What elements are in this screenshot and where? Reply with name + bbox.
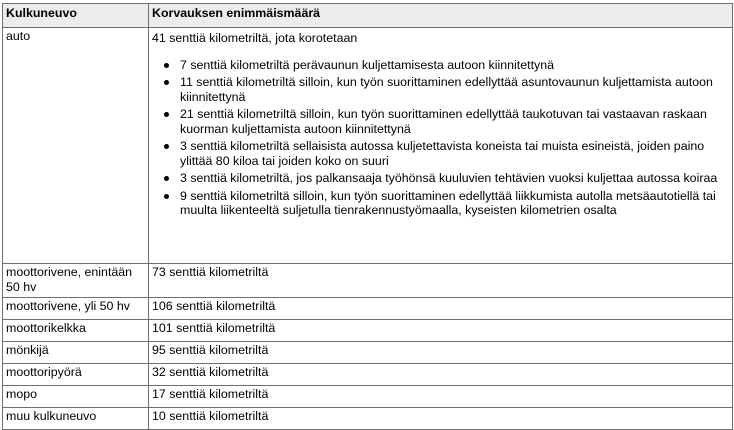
table-row xyxy=(3,298,733,320)
vehicle-cell: moottorivene, yli 50 hv xyxy=(3,298,149,320)
header-vehicle: Kulkuneuvo xyxy=(3,4,149,28)
rate-cell: 73 senttiä kilometriltä xyxy=(149,264,733,298)
list-item-text: 11 senttiä kilometriltä silloin, kun työn suorittaminen edellyttää asuntovaunun kuljettamista autoon kiinnitettynä xyxy=(180,75,713,104)
list-item xyxy=(180,171,729,186)
list-item xyxy=(180,139,729,168)
table-row xyxy=(3,264,733,298)
auto-base-rate: 41 senttiä kilometriltä, jota korotetaan xyxy=(152,31,358,45)
rate-cell-auto xyxy=(149,28,733,264)
rate-cell: 106 senttiä kilometriltä xyxy=(149,298,733,320)
header-max-compensation: Korvauksen enimmäismäärä xyxy=(149,4,733,28)
list-item-text: 7 senttiä kilometriltä perävaunun kuljettamisesta autoon kiinnitettynä xyxy=(180,57,554,72)
list-item-text: 21 senttiä kilometriltä silloin, kun työn suorittaminen edellyttää taukotuvan tai vastaavan raskaan kuorman kuljettamista autoon kiinnitettynä xyxy=(180,107,707,136)
vehicle-cell: auto xyxy=(3,28,149,264)
list-item-text: 9 senttiä kilometriltä silloin, kun työn suorittaminen edellyttää liikkumista autolla metsäautotiellä tai muulta liikenteeltä suljetulla tienrakennustyömaalla, kyseisten kilometrien osalta xyxy=(180,188,716,217)
header-row xyxy=(3,4,733,28)
bullet-icon xyxy=(164,80,169,85)
table-row xyxy=(3,364,733,386)
rate-cell: 95 senttiä kilometriltä xyxy=(149,342,733,364)
list-item xyxy=(180,58,729,73)
rate-cell: 10 senttiä kilometriltä xyxy=(149,408,733,430)
vehicle-cell: mopo xyxy=(3,386,149,408)
list-item xyxy=(180,189,729,218)
list-item xyxy=(180,107,729,136)
table-row xyxy=(3,342,733,364)
bullet-icon xyxy=(164,63,169,68)
table-row-auto xyxy=(3,28,733,264)
vehicle-cell: moottorivene, enintään 50 hv xyxy=(3,264,149,298)
rate-cell: 32 senttiä kilometriltä xyxy=(149,364,733,386)
auto-surcharge-list xyxy=(152,58,729,218)
vehicle-cell: mönkijä xyxy=(3,342,149,364)
bullet-icon xyxy=(164,194,169,199)
list-item-text: 3 senttiä kilometriltä sellaisista autossa kuljetettavista koneista tai muista esineistä, joiden paino ylittää 80 kiloa tai joiden koko on suuri xyxy=(180,139,705,168)
vehicle-cell: moottoripyörä xyxy=(3,364,149,386)
vehicle-cell: moottorikelkka xyxy=(3,320,149,342)
bullet-icon xyxy=(164,144,169,149)
rate-cell: 17 senttiä kilometriltä xyxy=(149,386,733,408)
bullet-icon xyxy=(164,112,169,117)
list-item xyxy=(180,75,729,104)
table-row xyxy=(3,408,733,430)
bullet-icon xyxy=(164,176,169,181)
table-row xyxy=(3,386,733,408)
vehicle-cell: muu kulkuneuvo xyxy=(3,408,149,430)
table-row xyxy=(3,320,733,342)
compensation-table xyxy=(2,3,733,430)
list-item-text: 3 senttiä kilometriltä, jos palkansaaja työhönsä kuuluvien tehtävien vuoksi kuljettaa autossa koiraa xyxy=(180,171,718,185)
rate-cell: 101 senttiä kilometriltä xyxy=(149,320,733,342)
